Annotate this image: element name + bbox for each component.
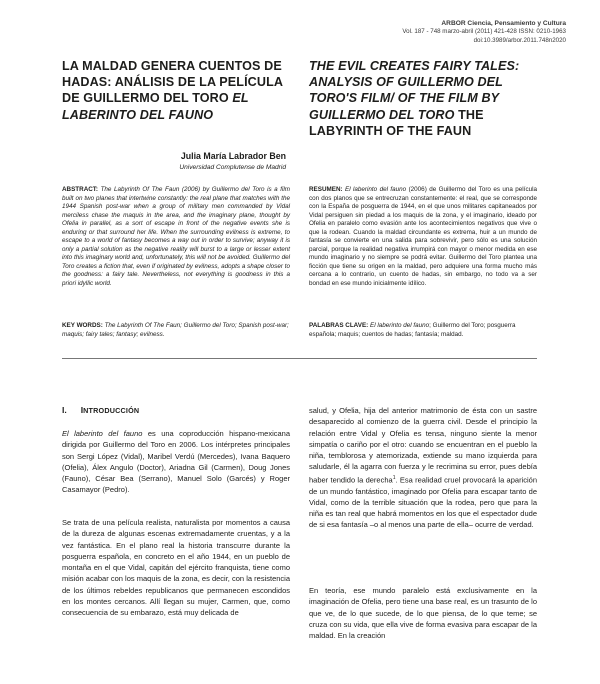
abstract-english — [62, 186, 290, 289]
keywords-spanish-text: ; Guillermo del Toro; posguerra española; maquis; cuentos de hadas; fantasía; maldad. — [309, 322, 516, 338]
body-paragraph-1 — [62, 428, 290, 496]
resumen-film: El laberinto del fauno — [345, 186, 407, 193]
title-english-film: THE LABYRINTH OF THE FAUN — [309, 107, 484, 138]
section-number: I. — [62, 405, 67, 415]
title-spanish — [62, 58, 292, 123]
volume-info: Vol. 187 - 748 marzo-abril (2011) 421-428 ISSN: 0210-1963 — [402, 28, 566, 36]
keywords-spanish-film: El laberinto del fauno — [370, 322, 430, 329]
author-name: Julia María Labrador Ben — [180, 151, 286, 161]
body-paragraph-2 — [62, 517, 290, 619]
resumen-label: RESUMEN: — [309, 186, 343, 193]
running-header — [306, 20, 566, 45]
abstract-text: The Labyrinth Of The Faun (2006) by Guillermo del Toro is a film built on two planes that intertwine constantly: the real plane that matches with the 1944 Spanish post-war when a group of military men commanded by Vidal merciless chase the maquis in the area, and the imaginary plane, thought by Ofelia in parallel, as a sort of escape in front of the negative events she is enduring or that surround her life. When the surrounding evilness is extreme, to escape to a world of fantasy becomes a way out in order to survive; anyway it is only a partial solution as the negative reality will burst to a large or lesser extent into this imaginary world and, unfortunately, this will not be avoided. Guillermo del Toro creates a fiction that, even if originated by evilness, adopts a shape closer to the goodness: a fairy tale. Nevertheless, not everything is goodness in this a priori idyllic world. — [62, 186, 291, 288]
section-heading — [62, 405, 290, 415]
title-spanish-film: EL LABERINTO DEL FAUNO — [62, 91, 249, 122]
section-divider — [62, 358, 537, 359]
body-paragraph-4-text: En teoría, ese mundo paralelo está exclusivamente en la imaginación de Ofelia, pero tiene una base real, es un trasunto de lo que ve, de lo que sucede, de lo que piensa, de lo que teme; se cruza con su vida, que ella vive de forma evasiva para escapar de la maldad. En la creación — [309, 586, 537, 641]
body-film-title: El laberinto del fauno — [62, 429, 143, 438]
footnote-marker[interactable]: 1 — [392, 474, 396, 481]
keywords-english-label: KEY WORDS: — [62, 322, 103, 329]
body-paragraph-4 — [309, 585, 537, 641]
title-english — [309, 58, 549, 139]
abstract-spanish — [309, 186, 537, 289]
keywords-spanish-label: PALABRAS CLAVE: — [309, 322, 369, 329]
title-english-lead: THE EVIL CREATES FAIRY TALES: ANALYSIS OF GUILLERMO DEL TORO'S FILM/ OF THE FILM BY GUILLERMO DEL TORO — [309, 59, 520, 122]
abstract-label: ABSTRACT: — [62, 186, 99, 193]
title-spanish-main: LA MALDAD GENERA CUENTOS DE HADAS: ANÁLISIS DE LA PELÍCULA DE GUILLERMO DEL TORO — [62, 59, 283, 106]
doi: doi:10.3989/arbor.2011.748n2020 — [473, 36, 566, 44]
keywords-english — [62, 322, 290, 339]
body-paragraph-1-text: es una coproducción hispano-mexicana dirigida por Guillermo del Toro en 2006. Los intérpretes principales son Sergi López (Vidal), Maribel Verdú (Mercedes), Ivana Baquero (Ofelia), Álex Angulo (Doctor), Ariadna Gil (Carmen), Doug Jones (Fauno), César Bea (Serrano), Manuel Solo (Garcés) y Roger Casamayor (Pedro). — [62, 429, 291, 495]
author-affiliation: Universidad Complutense de Madrid — [179, 164, 286, 171]
journal-name: ARBOR Ciencia, Pensamiento y Cultura — [441, 20, 566, 27]
resumen-text: (2006) de Guillermo del Toro es una película con dos planos que se entrecruzan constantemente: el real, que se corresponde con la España de posguerra de 1944, en el que unos militares capitaneados por Vidal persiguen sin piedad a los maquis de la zona, y el imaginario, ideado por Ofelia en paralelo como evasión ante los acontecimientos negativos que vive o que la rodean. Cuando la maldad circundante es extrema, huir a un mundo de fantasía se convierte en una salida para sobrevivir, pero sólo es una solución parcial, porque la realidad negativa irrumpirá con mayor o menor medida en ese mundo imaginario y no siempre se podrá evitar. Guillermo del Toro plantea una ficción que tiene su origen en la maldad, pero adquiere una forma mucho más cercana a lo contrario, un cuento de hadas, sin embargo, no todo va a ser bondad en ese mundo inicialmente idílico. — [309, 186, 538, 288]
section-title-initial: I — [80, 405, 84, 415]
body-paragraph-3-text-a: salud, y Ofelia, hija del anterior matrimonio de ésta con un sastre desaparecido al comienzo de la guerra civil. Desde el principio la relación entre Vidal y Ofelia es tensa, ninguno siente la menor simpatía o cariño por el otro: cuando se encuentran en el pueblo la niña, temblorosa y atemorizada, extiende su mano izquierda para saludarle, él la agarra con fuerza y le recrimina su error, pues debía haber tendido la derecha — [309, 406, 537, 485]
keywords-english-text: The Labyrinth Of The Faun; Guillermo del Toro; Spanish post-war; maquis; fairy tales; fantasy; evilness. — [62, 322, 289, 338]
section-title-rest: NTRODUCCIÓN — [83, 406, 140, 415]
keywords-spanish — [309, 322, 537, 339]
body-paragraph-2-text: Se trata de una película realista, naturalista por momentos a causa de la dureza de algunas escenas extremadamente cruentas, y a la vez fantástica. En el plano real la historia transcurre durante la posguerra española, en concreto en el año 1944, en un pueblo de montaña en el que Vidal, capitán del ejército franquista, tiene como misión acabar con los maquis de la zona, es decir, con la resistencia de los últimos rebeldes republicanos que permanecen escondidos en los montes cercanos. Allí llegan su mujer, Carmen, que, como consecuencia de su embarazo, está muy delicada de — [62, 518, 290, 618]
body-paragraph-3-text-b: . Esa realidad cruel provocará la aparición de un mundo fantástico, imaginado por Ofelia para escapar tanto de Vidal, como de la terrible situación que la rodea, pero que para la niña es tan real que habrá momentos en los que el espectador dude de si esa fantasía –o al menos una parte de ella– ocurre de verdad. — [309, 475, 537, 530]
body-paragraph-3 — [309, 405, 537, 531]
